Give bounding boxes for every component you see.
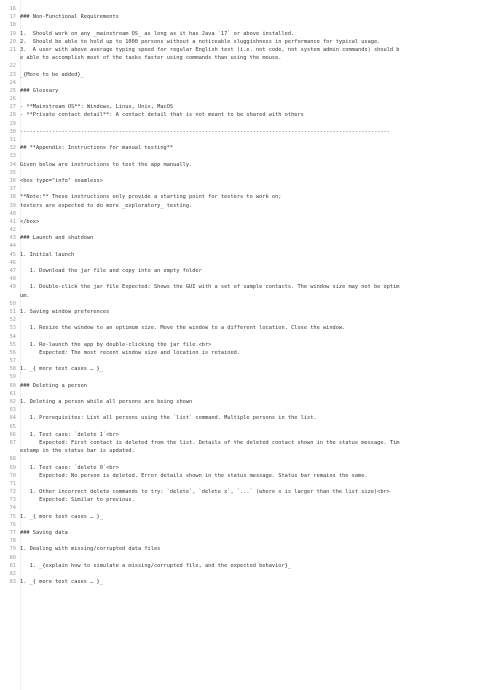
line-text[interactable]: 1. Deleting a person while all persons are being shown	[20, 399, 193, 405]
line-text[interactable]	[20, 406, 502, 414]
line-number: 18	[9, 22, 16, 29]
line-text[interactable]: ### Launch and shutdown	[20, 235, 94, 242]
line-number: 67	[9, 439, 16, 446]
code-line[interactable]	[0, 202, 502, 210]
code-line[interactable]	[0, 120, 502, 128]
line-number: 58	[9, 366, 16, 373]
line-number	[0, 447, 20, 455]
code-line[interactable]	[0, 251, 502, 259]
code-line[interactable]	[0, 136, 502, 144]
line-text[interactable]	[20, 62, 502, 70]
code-line[interactable]	[0, 185, 502, 193]
line-text[interactable]: 1. Prerequisites: List all persons using the `list` command. Multiple persons in the list.	[20, 415, 317, 422]
code-line[interactable]	[0, 496, 502, 504]
code-line[interactable]	[0, 504, 502, 512]
line-text[interactable]	[20, 373, 502, 381]
line-text[interactable]: 1. Other incorrect delete commands to try: `delete`, `delete x`, `...` (where x is larger than the list size)<br>	[20, 489, 390, 496]
code-line[interactable]	[0, 210, 502, 218]
line-text[interactable]: um.	[20, 292, 30, 299]
code-line[interactable]	[0, 455, 502, 463]
line-text[interactable]	[20, 136, 502, 144]
code-line[interactable]	[0, 545, 502, 553]
code-line[interactable]	[0, 357, 502, 365]
line-number: 79	[9, 546, 16, 553]
line-number: 64	[9, 415, 16, 422]
code-line[interactable]	[0, 161, 502, 169]
line-number: 37	[9, 186, 16, 193]
line-number: 22	[9, 63, 16, 70]
line-text[interactable]	[20, 357, 502, 365]
code-line[interactable]	[0, 513, 502, 521]
line-text[interactable]: 1. Re-launch the app by double-clicking the jar file.<br>	[20, 341, 212, 348]
code-line[interactable]	[0, 365, 502, 373]
code-line[interactable]	[0, 46, 502, 54]
line-number: 40	[9, 210, 16, 217]
code-line[interactable]	[0, 480, 502, 488]
code-line[interactable]	[0, 234, 502, 242]
line-number: 55	[9, 341, 16, 348]
line-number: 70	[9, 472, 16, 479]
line-number: 65	[9, 423, 16, 430]
code-line[interactable]	[0, 562, 502, 570]
line-text[interactable]	[20, 152, 502, 160]
line-text[interactable]: Expected: No person is deleted. Error details shown in the status message. Status bar remains the same.	[20, 472, 368, 479]
line-number: 48	[9, 276, 16, 283]
line-text[interactable]: 1. Download the jar file and copy into an empty folder	[20, 268, 202, 274]
line-text[interactable]	[20, 275, 502, 283]
code-line[interactable]	[0, 537, 502, 545]
code-line[interactable]	[0, 390, 502, 398]
line-text[interactable]: testers are expected to do more _exploratory_ testing.	[20, 202, 193, 209]
line-text[interactable]: - **Mainstream OS**: Windows, Linux, Unix, MacOS	[20, 104, 174, 111]
line-number: 41	[9, 218, 16, 225]
line-number: 25	[9, 87, 16, 94]
line-text[interactable]: e able to accomplish most of the tasks faster using commands than using the mouse.	[20, 55, 282, 62]
code-content[interactable]	[0, 5, 502, 586]
code-line[interactable]	[0, 472, 502, 480]
line-number: 83	[9, 579, 16, 586]
line-text[interactable]: 1. Dealing with missing/corrupted data files	[20, 546, 161, 553]
code-line[interactable]	[0, 95, 502, 103]
line-text[interactable]: ### Saving data	[20, 530, 68, 536]
line-text[interactable]	[20, 423, 502, 431]
code-line[interactable]	[0, 316, 502, 324]
code-line[interactable]	[0, 38, 502, 46]
line-number: 76	[9, 521, 16, 528]
line-text[interactable]	[20, 521, 502, 529]
line-number: 46	[9, 259, 16, 266]
line-number: 20	[9, 38, 16, 45]
code-line[interactable]	[0, 570, 502, 578]
code-line[interactable]	[0, 267, 502, 275]
line-text[interactable]	[20, 95, 502, 103]
line-number: 38	[9, 194, 16, 201]
code-line[interactable]	[0, 521, 502, 529]
line-text[interactable]	[20, 5, 502, 13]
line-number: 43	[9, 235, 16, 242]
line-text[interactable]: 3. A user with above average typing speed for regular English text (i.e. not code, not system admin commands) should b	[20, 46, 400, 53]
line-text[interactable]: 1. _{explain how to simulate a missing/corrupted file, and the expected behavior}_	[20, 562, 292, 569]
line-number: 78	[9, 538, 16, 545]
code-line[interactable]	[0, 111, 502, 119]
code-line[interactable]	[0, 382, 502, 390]
line-text[interactable]: </box>	[20, 218, 40, 225]
code-line[interactable]	[0, 423, 502, 431]
code-line[interactable]	[0, 406, 502, 414]
line-text[interactable]: 1. Test case: `delete 1`<br>	[20, 431, 119, 438]
code-line[interactable]	[0, 71, 502, 79]
line-text[interactable]	[20, 259, 502, 267]
line-text[interactable]: Expected: Similar to previous.	[20, 497, 135, 504]
code-line[interactable]	[0, 464, 502, 472]
line-text[interactable]	[20, 316, 502, 324]
code-line[interactable]	[0, 144, 502, 152]
line-number: 42	[9, 227, 16, 234]
line-number: 73	[9, 497, 16, 504]
line-text[interactable]: 1. Initial launch	[20, 251, 75, 258]
line-number: 68	[9, 456, 16, 463]
line-number: 49	[9, 284, 16, 291]
code-line[interactable]	[0, 431, 502, 439]
line-text[interactable]: 1. _{ more test cases … }_	[20, 579, 103, 586]
code-line[interactable]	[0, 373, 502, 381]
line-number: 59	[9, 374, 16, 381]
code-line[interactable]	[0, 13, 502, 21]
line-number: 51	[9, 308, 16, 315]
line-text[interactable]	[20, 455, 502, 463]
line-number	[0, 54, 20, 62]
code-line[interactable]	[0, 21, 502, 29]
line-text[interactable]: <box type="info" seamless>	[20, 177, 103, 184]
line-number: 62	[9, 399, 16, 405]
line-text[interactable]	[20, 21, 502, 29]
line-number: 82	[9, 570, 16, 577]
code-line[interactable]	[0, 292, 502, 300]
line-number: 45	[9, 251, 16, 258]
line-number: 60	[9, 382, 16, 389]
line-number: 19	[9, 30, 16, 37]
line-text[interactable]: ### Non-Functional Requirements	[20, 14, 119, 21]
line-number: 77	[9, 530, 16, 536]
line-number: 75	[9, 513, 16, 520]
line-text[interactable]: --------------------------------------------------------------------------------------------------------------------	[20, 128, 390, 135]
line-text[interactable]: 1. _{ more test cases … }_	[20, 366, 103, 373]
line-number: 34	[9, 161, 16, 168]
line-text[interactable]: 1. Double-click the jar file Expected: Shows the GUI with a set of sample contacts. The window size may not be optim	[20, 284, 400, 291]
line-text[interactable]: ### Glossary	[20, 87, 59, 94]
code-line[interactable]	[0, 152, 502, 160]
line-number: 21	[9, 46, 16, 53]
line-number: 81	[9, 562, 16, 569]
code-line[interactable]	[0, 193, 502, 201]
code-line[interactable]	[0, 218, 502, 226]
code-line[interactable]	[0, 87, 502, 95]
line-number: 17	[9, 14, 16, 21]
line-text[interactable]: _{More to be added}_	[20, 71, 84, 78]
code-line[interactable]	[0, 30, 502, 38]
line-number: 56	[9, 349, 16, 356]
code-line[interactable]	[0, 226, 502, 234]
line-number: 66	[9, 431, 16, 438]
line-number: 16	[9, 6, 16, 12]
code-line[interactable]	[0, 5, 502, 13]
code-line[interactable]	[0, 103, 502, 111]
line-number: 24	[9, 79, 16, 86]
line-text[interactable]: estamp in the status bar is updated.	[20, 448, 135, 455]
line-text[interactable]: 2. Should be able to hold up to 1000 persons without a noticeable sluggishness in performance for typical usage.	[20, 38, 381, 45]
line-number: 72	[9, 489, 16, 496]
line-text[interactable]: 1. Test case: `delete 0`<br>	[20, 464, 119, 471]
line-number: 39	[9, 202, 16, 209]
line-number: 31	[9, 137, 16, 143]
line-number: 36	[9, 177, 16, 184]
line-number: 26	[9, 96, 16, 103]
line-text[interactable]	[20, 554, 502, 562]
line-number: 47	[9, 268, 16, 274]
code-line[interactable]	[0, 308, 502, 316]
line-number	[0, 292, 20, 300]
line-number: 53	[9, 325, 16, 332]
line-number: 57	[9, 358, 16, 365]
line-number: 69	[9, 464, 16, 471]
code-line[interactable]	[0, 242, 502, 250]
line-text[interactable]	[20, 390, 502, 398]
code-line[interactable]	[0, 128, 502, 136]
line-number: 52	[9, 317, 16, 324]
line-text[interactable]	[20, 226, 502, 234]
line-number: 54	[9, 333, 16, 340]
line-text[interactable]: 1. Should work on any _mainstream OS_ as long as it has Java `17` or above installed.	[20, 30, 295, 37]
code-line[interactable]	[0, 554, 502, 562]
line-number: 30	[9, 128, 16, 135]
code-line[interactable]	[0, 341, 502, 349]
code-line[interactable]	[0, 439, 502, 447]
code-line[interactable]	[0, 578, 502, 586]
line-text[interactable]	[20, 210, 502, 218]
line-number: 74	[9, 505, 16, 512]
code-line[interactable]	[0, 275, 502, 283]
line-number: 63	[9, 407, 16, 414]
code-line[interactable]	[0, 414, 502, 422]
line-text[interactable]: Given below are instructions to test the app manually.	[20, 161, 193, 168]
code-line[interactable]	[0, 259, 502, 267]
line-text[interactable]: **Note:** These instructions only provide a starting point for testers to work on;	[20, 194, 282, 201]
line-text[interactable]: 1. Saving window preferences	[20, 308, 110, 315]
line-number: 33	[9, 153, 16, 160]
code-line[interactable]	[0, 54, 502, 62]
line-number: 80	[9, 554, 16, 561]
code-line[interactable]	[0, 333, 502, 341]
code-line[interactable]	[0, 349, 502, 357]
line-number: 27	[9, 104, 16, 111]
line-text[interactable]	[20, 480, 502, 488]
line-text[interactable]	[20, 185, 502, 193]
code-line[interactable]	[0, 177, 502, 185]
line-text[interactable]	[20, 504, 502, 512]
code-line[interactable]	[0, 447, 502, 455]
line-number: 44	[9, 243, 16, 250]
line-number: 32	[9, 145, 16, 152]
line-text[interactable]: 1. _{ more test cases … }_	[20, 513, 103, 520]
line-text[interactable]: ### Deleting a person	[20, 382, 87, 389]
line-text[interactable]	[20, 300, 502, 308]
line-number: 35	[9, 169, 16, 176]
code-line[interactable]	[0, 324, 502, 332]
code-line[interactable]	[0, 79, 502, 87]
code-line[interactable]	[0, 488, 502, 496]
line-text[interactable]	[20, 570, 502, 578]
code-line[interactable]	[0, 62, 502, 70]
line-text[interactable]: ## **Appendix: Instructions for manual testing**	[20, 145, 174, 152]
line-text[interactable]	[20, 120, 502, 128]
code-line[interactable]	[0, 300, 502, 308]
line-number: 29	[9, 120, 16, 127]
code-line[interactable]	[0, 169, 502, 177]
line-number: 28	[9, 112, 16, 119]
line-text[interactable]: Expected: First contact is deleted from the list. Details of the deleted contact shown in the status message. Tim	[20, 439, 400, 446]
line-text[interactable]	[20, 537, 502, 545]
line-text[interactable]: 1. Resize the window to an optimum size. Move the window to a different location. Close the window.	[20, 325, 346, 332]
line-text[interactable]: - **Private contact detail**: A contact detail that is not meant to be shared with others	[20, 112, 304, 119]
code-line[interactable]	[0, 398, 502, 406]
line-number: 23	[9, 71, 16, 78]
line-text[interactable]	[20, 79, 502, 87]
code-line[interactable]	[0, 529, 502, 537]
line-text[interactable]	[20, 169, 502, 177]
line-text[interactable]: Expected: The most recent window size and location is retained.	[20, 349, 241, 356]
line-text[interactable]	[20, 242, 502, 250]
code-line[interactable]	[0, 283, 502, 291]
line-number: 50	[9, 300, 16, 307]
line-text[interactable]	[20, 333, 502, 341]
line-number: 71	[9, 480, 16, 487]
line-number: 61	[9, 390, 16, 397]
